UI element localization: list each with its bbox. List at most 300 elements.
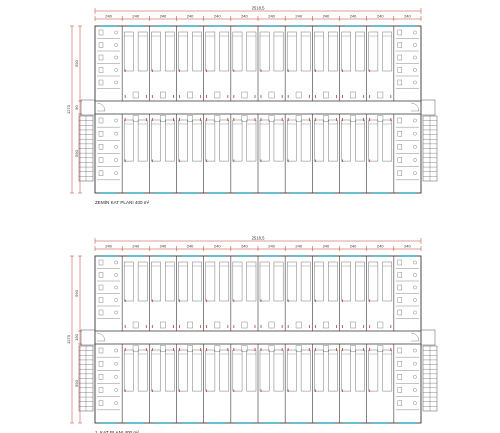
sink-fixture <box>115 261 118 264</box>
wc-fixture <box>99 171 103 176</box>
module-2 <box>122 26 147 193</box>
floor-plan-2 <box>66 236 437 433</box>
room-south <box>287 116 310 194</box>
room-south <box>179 116 202 194</box>
module-5 <box>204 26 229 193</box>
bed-left <box>314 32 323 71</box>
locker <box>350 346 355 352</box>
room-north <box>206 26 229 98</box>
bed-right <box>220 32 229 71</box>
stair-right <box>423 116 437 181</box>
corridor-extension-right <box>421 330 435 345</box>
module-4 <box>177 256 202 423</box>
sink-fixture <box>413 68 416 71</box>
bed-right <box>328 32 337 71</box>
bed-left <box>314 262 323 301</box>
bed-right <box>383 350 392 391</box>
total-depth-label: 1270 <box>66 334 71 344</box>
bed-right <box>383 120 392 161</box>
wc-fixture <box>398 158 402 163</box>
room-north <box>260 26 283 98</box>
locker <box>187 92 192 98</box>
module-width-label: 240 <box>187 244 194 249</box>
bed-left <box>260 262 269 301</box>
corridor-extension-left <box>81 100 95 115</box>
depth-segment-label: 90 <box>74 105 79 110</box>
room-north <box>179 256 202 328</box>
wc-fixture <box>99 298 103 303</box>
locker <box>269 346 274 352</box>
module-width-label: 240 <box>323 244 330 249</box>
module-width-label: 240 <box>160 14 167 19</box>
overall-width-label: 2518,5 <box>252 236 265 241</box>
locker <box>242 322 247 328</box>
bed-left <box>287 120 296 161</box>
sink-fixture <box>115 388 118 391</box>
locker <box>350 116 355 122</box>
module-9 <box>312 256 337 423</box>
module-width-label: 240 <box>160 244 167 249</box>
bed-left <box>179 262 188 301</box>
wc-fixture <box>398 310 402 315</box>
module-width-label: 240 <box>105 14 112 19</box>
locker <box>133 346 138 352</box>
bed-left <box>151 350 160 391</box>
sink-fixture <box>115 362 118 365</box>
bed-left <box>124 120 133 161</box>
bed-right <box>247 262 256 301</box>
locker <box>296 322 301 328</box>
wc-fixture <box>99 361 103 366</box>
room-north <box>97 26 120 89</box>
bed-left <box>206 262 215 301</box>
module-width-label: 240 <box>323 14 330 19</box>
module-width-label: 240 <box>241 244 248 249</box>
module-width-label: 240 <box>187 14 194 19</box>
room-north <box>369 26 392 98</box>
room-north <box>396 26 419 89</box>
bed-right <box>192 262 201 301</box>
module-2 <box>122 256 147 423</box>
wc-fixture <box>99 348 103 353</box>
depth-segment-label: 190 <box>74 333 79 340</box>
sink-fixture <box>413 311 416 314</box>
bed-right <box>328 120 337 161</box>
bed-right <box>138 32 147 71</box>
wc-fixture <box>99 131 103 136</box>
room-south <box>151 116 174 194</box>
wc-fixture <box>398 144 402 149</box>
bed-right <box>328 350 337 391</box>
module-9 <box>312 26 337 193</box>
module-7 <box>258 256 283 423</box>
sink-fixture <box>413 145 416 148</box>
bed-left <box>260 32 269 71</box>
bed-left <box>151 262 160 301</box>
sink-fixture <box>115 132 118 135</box>
bed-right <box>274 350 283 391</box>
module-width-label: 240 <box>268 14 275 19</box>
module-width-label: 240 <box>105 244 112 249</box>
sink-fixture <box>413 362 416 365</box>
room-south <box>124 346 147 424</box>
module-width-label: 240 <box>132 244 139 249</box>
locker <box>215 116 220 122</box>
module-width-label: 240 <box>350 14 357 19</box>
locker <box>215 322 220 328</box>
room-south <box>151 346 174 424</box>
bed-left <box>314 120 323 161</box>
module-12 <box>394 26 419 193</box>
locker <box>187 346 192 352</box>
sink-fixture <box>413 172 416 175</box>
room-north <box>151 26 174 98</box>
room-north <box>97 256 120 319</box>
floor-plan-1 <box>66 6 437 206</box>
sink-fixture <box>115 43 118 46</box>
module-11 <box>367 256 392 423</box>
depth-segment-label: 590 <box>74 289 79 296</box>
bed-left <box>314 350 323 391</box>
wc-fixture <box>398 43 402 48</box>
locker <box>323 322 328 328</box>
bed-right <box>355 120 364 161</box>
locker <box>160 346 165 352</box>
module-10 <box>340 26 365 193</box>
module-4 <box>177 26 202 193</box>
sink-fixture <box>413 286 416 289</box>
bed-right <box>274 120 283 161</box>
sink-fixture <box>115 402 118 405</box>
room-north <box>342 26 365 98</box>
bed-right <box>247 120 256 161</box>
bed-left <box>206 120 215 161</box>
bed-right <box>301 32 310 71</box>
locker <box>242 346 247 352</box>
locker <box>323 92 328 98</box>
wc-fixture <box>99 374 103 379</box>
wc-fixture <box>398 118 402 123</box>
sink-fixture <box>413 56 416 59</box>
bed-right <box>355 32 364 71</box>
room-north <box>287 26 310 98</box>
room-north <box>206 256 229 328</box>
bed-right <box>355 350 364 391</box>
room-south <box>206 116 229 194</box>
room-south <box>287 346 310 424</box>
locker <box>242 116 247 122</box>
bed-right <box>247 350 256 391</box>
depth-segment-label: 590 <box>74 149 79 156</box>
module-6 <box>231 26 256 193</box>
sink-fixture <box>115 349 118 352</box>
depth-segment-label: 590 <box>74 379 79 386</box>
wc-fixture <box>99 68 103 73</box>
bed-right <box>274 262 283 301</box>
bed-right <box>220 262 229 301</box>
sink-fixture <box>115 375 118 378</box>
corridor-extension-left <box>81 330 95 345</box>
room-north <box>151 256 174 328</box>
sink-fixture <box>413 43 416 46</box>
room-north <box>314 26 337 98</box>
wc-fixture <box>398 68 402 73</box>
bed-right <box>138 350 147 391</box>
module-6 <box>231 256 256 423</box>
wc-fixture <box>398 131 402 136</box>
wc-fixture <box>99 158 103 163</box>
bed-left <box>287 262 296 301</box>
module-3 <box>149 26 174 193</box>
wc-fixture <box>398 30 402 35</box>
bed-right <box>220 120 229 161</box>
module-width-label: 240 <box>295 14 302 19</box>
sink-fixture <box>115 31 118 34</box>
wc-fixture <box>99 55 103 60</box>
module-width-label: 240 <box>268 244 275 249</box>
module-11 <box>367 26 392 193</box>
sink-fixture <box>413 349 416 352</box>
wc-fixture <box>99 144 103 149</box>
door-swing <box>97 103 105 111</box>
bed-left <box>233 32 242 71</box>
bed-right <box>220 350 229 391</box>
bed-right <box>301 350 310 391</box>
sink-fixture <box>413 273 416 276</box>
bed-right <box>301 262 310 301</box>
locker <box>160 92 165 98</box>
bed-left <box>287 350 296 391</box>
bed-right <box>328 262 337 301</box>
module-width-label: 240 <box>377 14 384 19</box>
bed-right <box>355 262 364 301</box>
wc-fixture <box>99 43 103 48</box>
room-south <box>97 348 120 423</box>
sink-fixture <box>413 402 416 405</box>
sink-fixture <box>413 158 416 161</box>
sink-fixture <box>115 81 118 84</box>
module-width-label: 240 <box>350 244 357 249</box>
bed-right <box>165 262 174 301</box>
total-depth-label: 1270 <box>66 104 71 114</box>
room-south <box>233 346 256 424</box>
sink-fixture <box>115 298 118 301</box>
locker <box>242 92 247 98</box>
wc-fixture <box>398 401 402 406</box>
room-north <box>342 256 365 328</box>
bed-left <box>233 262 242 301</box>
sink-fixture <box>115 158 118 161</box>
module-3 <box>149 256 174 423</box>
locker <box>350 92 355 98</box>
plan-title: 1. KAT PLANI 400 m² <box>95 430 139 433</box>
room-south <box>369 346 392 424</box>
locker <box>296 116 301 122</box>
wc-fixture <box>99 260 103 265</box>
wc-fixture <box>398 260 402 265</box>
sink-fixture <box>115 119 118 122</box>
module-width-label: 240 <box>214 14 221 19</box>
bed-left <box>369 120 378 161</box>
bed-right <box>192 120 201 161</box>
sink-fixture <box>115 56 118 59</box>
wc-fixture <box>99 310 103 315</box>
bed-right <box>383 262 392 301</box>
room-north <box>287 256 310 328</box>
module-7 <box>258 26 283 193</box>
locker <box>269 116 274 122</box>
room-south <box>179 346 202 424</box>
locker <box>296 346 301 352</box>
locker <box>350 322 355 328</box>
locker <box>269 92 274 98</box>
bed-right <box>165 120 174 161</box>
bed-right <box>301 120 310 161</box>
sink-fixture <box>115 145 118 148</box>
wc-fixture <box>398 285 402 290</box>
room-north <box>396 256 419 319</box>
locker <box>133 116 138 122</box>
sink-fixture <box>413 375 416 378</box>
bed-left <box>369 350 378 391</box>
bed-left <box>124 32 133 71</box>
room-north <box>260 256 283 328</box>
module-width-label: 240 <box>404 14 411 19</box>
bed-right <box>247 32 256 71</box>
bed-left <box>369 32 378 71</box>
bed-left <box>342 32 351 71</box>
room-south <box>97 118 120 193</box>
wc-fixture <box>398 388 402 393</box>
wc-fixture <box>398 80 402 85</box>
wc-fixture <box>99 80 103 85</box>
module-width-label: 240 <box>241 14 248 19</box>
depth-segment-label: 590 <box>74 59 79 66</box>
module-width-label: 240 <box>132 14 139 19</box>
locker <box>187 116 192 122</box>
wc-fixture <box>398 55 402 60</box>
locker <box>323 116 328 122</box>
door-swing <box>411 103 419 111</box>
wc-fixture <box>398 298 402 303</box>
module-12 <box>394 256 419 423</box>
sink-fixture <box>413 132 416 135</box>
locker <box>187 322 192 328</box>
bed-left <box>233 350 242 391</box>
bed-right <box>383 32 392 71</box>
bed-left <box>342 262 351 301</box>
locker <box>269 322 274 328</box>
bed-left <box>151 120 160 161</box>
wc-fixture <box>99 388 103 393</box>
bed-right <box>138 262 147 301</box>
room-south <box>260 346 283 424</box>
bed-left <box>287 32 296 71</box>
bed-left <box>342 350 351 391</box>
wc-fixture <box>398 171 402 176</box>
module-width-label: 240 <box>377 244 384 249</box>
locker <box>133 92 138 98</box>
locker <box>160 116 165 122</box>
module-width-label: 240 <box>295 244 302 249</box>
locker <box>378 322 383 328</box>
sink-fixture <box>413 81 416 84</box>
sink-fixture <box>413 31 416 34</box>
bed-left <box>179 32 188 71</box>
bed-left <box>233 120 242 161</box>
module-1 <box>97 26 120 193</box>
locker <box>215 92 220 98</box>
module-width-label: 240 <box>404 244 411 249</box>
wc-fixture <box>99 273 103 278</box>
bed-left <box>124 350 133 391</box>
wc-fixture <box>398 374 402 379</box>
module-5 <box>204 256 229 423</box>
locker <box>296 92 301 98</box>
wc-fixture <box>398 273 402 278</box>
room-south <box>396 118 419 193</box>
sink-fixture <box>413 261 416 264</box>
room-north <box>179 26 202 98</box>
room-north <box>124 26 147 98</box>
room-south <box>314 346 337 424</box>
locker <box>378 346 383 352</box>
bed-right <box>192 350 201 391</box>
room-south <box>233 116 256 194</box>
wc-fixture <box>99 118 103 123</box>
bed-right <box>192 32 201 71</box>
locker <box>215 346 220 352</box>
room-south <box>396 348 419 423</box>
room-south <box>369 116 392 194</box>
wc-fixture <box>99 285 103 290</box>
plan-title: ZEMİN KAT PLANI 400 m² <box>95 199 150 205</box>
bed-left <box>342 120 351 161</box>
locker <box>133 322 138 328</box>
bed-left <box>151 32 160 71</box>
room-south <box>342 346 365 424</box>
bed-left <box>260 120 269 161</box>
sink-fixture <box>413 388 416 391</box>
overall-width-label: 2518,5 <box>252 6 265 11</box>
room-north <box>369 256 392 328</box>
sink-fixture <box>115 68 118 71</box>
locker <box>378 92 383 98</box>
locker <box>323 346 328 352</box>
bed-left <box>206 32 215 71</box>
locker <box>378 116 383 122</box>
bed-right <box>138 120 147 161</box>
bed-left <box>260 350 269 391</box>
module-1 <box>97 256 120 423</box>
bed-right <box>165 350 174 391</box>
stair-right <box>423 346 437 411</box>
corridor-extension-right <box>421 100 435 115</box>
bed-right <box>274 32 283 71</box>
locker <box>160 322 165 328</box>
wc-fixture <box>398 348 402 353</box>
module-8 <box>285 26 310 193</box>
module-width-label: 240 <box>214 244 221 249</box>
room-south <box>342 116 365 194</box>
room-south <box>124 116 147 194</box>
room-south <box>314 116 337 194</box>
module-8 <box>285 256 310 423</box>
stair-left <box>79 116 93 181</box>
door-swing <box>411 333 419 341</box>
door-swing <box>97 333 105 341</box>
room-south <box>206 346 229 424</box>
